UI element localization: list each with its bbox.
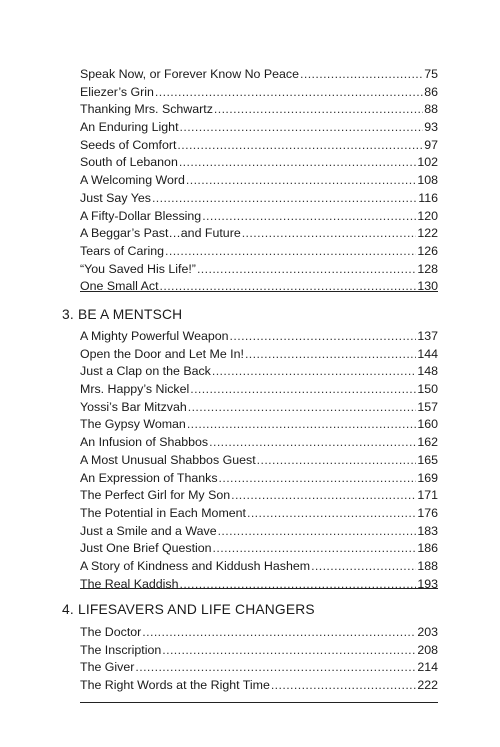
toc-entry — [80, 225, 438, 243]
leader-dots — [209, 434, 416, 452]
entry-title: Just Say Yes — [80, 190, 151, 205]
toc-entry — [80, 505, 438, 523]
entry-title: Just One Brief Question — [80, 541, 212, 556]
entry-page: 171 — [417, 488, 438, 503]
leader-dots — [162, 642, 416, 660]
entry-page: 108 — [417, 173, 438, 188]
entry-page: 169 — [417, 470, 438, 485]
toc-entry — [80, 624, 438, 642]
entry-page: 176 — [417, 505, 438, 520]
entry-title: A Welcoming Word — [80, 173, 185, 188]
leader-dots — [160, 278, 417, 296]
leader-dots — [180, 119, 424, 137]
leader-dots — [230, 328, 417, 346]
entry-page: 75 — [424, 67, 438, 81]
entry-page: 86 — [424, 84, 438, 99]
toc-entry — [80, 452, 438, 470]
entry-title: A Fifty-Dollar Blessing — [80, 208, 202, 223]
leader-dots — [165, 243, 416, 261]
leader-dots — [218, 523, 417, 541]
toc-entry — [80, 576, 438, 594]
section-heading: 3. BE A MENTSCH — [62, 307, 183, 322]
entry-title: “You Saved His Life!” — [80, 261, 196, 276]
entry-page: 93 — [424, 120, 438, 135]
entry-page: 126 — [417, 243, 438, 258]
leader-dots — [135, 659, 416, 677]
entry-title: Yossi’s Bar Mitzvah — [80, 399, 187, 414]
entry-title: A Story of Kindness and Kiddush Hashem — [80, 558, 311, 573]
entry-title: Thanking Mrs. Schwartz — [80, 102, 213, 117]
entry-page: 116 — [418, 190, 438, 205]
toc-entry — [80, 261, 438, 279]
entry-title: Just a Clap on the Back — [80, 364, 211, 379]
entry-title: Seeds of Comfort — [80, 137, 177, 152]
entry-title: A Mighty Powerful Weapon — [80, 329, 229, 343]
entry-page: 160 — [417, 417, 438, 432]
toc-entry — [80, 381, 438, 399]
leader-dots — [179, 154, 416, 172]
entry-title: The Giver — [80, 660, 135, 675]
entry-page: 186 — [417, 541, 438, 556]
leader-dots — [212, 363, 416, 381]
section-divider — [80, 588, 438, 589]
entry-title: An Expression of Thanks — [80, 470, 218, 485]
entry-title: Eliezer’s Grin — [80, 84, 154, 99]
toc-entry — [80, 119, 438, 137]
leader-dots — [186, 172, 416, 190]
entry-page: 102 — [417, 155, 438, 170]
toc-entry — [80, 208, 438, 226]
leader-dots — [152, 190, 417, 208]
entry-title: Speak Now, or Forever Know No Peace — [80, 67, 300, 81]
leader-dots — [142, 624, 416, 642]
entry-page: 137 — [417, 329, 438, 343]
leader-dots — [213, 540, 417, 558]
leader-dots — [311, 558, 416, 576]
toc-entry — [80, 416, 438, 434]
entry-page: 183 — [417, 523, 438, 538]
section-entry-list — [80, 328, 438, 593]
toc-entry — [80, 470, 438, 488]
entry-title: The Doctor — [80, 625, 142, 639]
entry-title: The Gypsy Woman — [80, 417, 186, 432]
leader-dots — [247, 505, 416, 523]
toc-entry — [80, 190, 438, 208]
entry-page: 157 — [417, 399, 438, 414]
entry-page: 222 — [417, 678, 438, 693]
toc-entry — [80, 399, 438, 417]
entry-title: Tears of Caring — [80, 243, 165, 258]
entry-title: The Right Words at the Right Time — [80, 678, 270, 693]
entry-page: 150 — [417, 382, 438, 397]
entry-title: One Small Act — [80, 279, 159, 294]
toc-entry — [80, 523, 438, 541]
entry-page: 214 — [417, 660, 438, 675]
leader-dots — [271, 677, 416, 695]
leader-dots — [187, 416, 416, 434]
entry-title: The Real Kaddish — [80, 576, 179, 591]
entry-page: 162 — [417, 435, 438, 450]
entry-title: The Potential in Each Moment — [80, 505, 246, 520]
leader-dots — [242, 225, 417, 243]
leader-dots — [177, 137, 423, 155]
entry-title: The Inscription — [80, 642, 162, 657]
entry-page: 88 — [424, 102, 438, 117]
entry-title: Mrs. Happy’s Nickel — [80, 382, 190, 397]
entry-page: 120 — [417, 208, 438, 223]
entry-page: 148 — [417, 364, 438, 379]
entry-title: An Enduring Light — [80, 120, 179, 135]
leader-dots — [231, 487, 416, 505]
entry-title: Just a Smile and a Wave — [80, 523, 217, 538]
intro-entry-list — [80, 66, 438, 296]
leader-dots — [214, 101, 423, 119]
entry-page: 165 — [417, 452, 438, 467]
entry-page: 208 — [417, 642, 438, 657]
entry-title: An Infusion of Shabbos — [80, 435, 209, 450]
toc-entry — [80, 642, 438, 660]
leader-dots — [257, 452, 417, 470]
toc-entry — [80, 243, 438, 261]
entry-page: 144 — [417, 346, 438, 361]
toc-entry — [80, 363, 438, 381]
entry-title: A Most Unusual Shabbos Guest — [80, 452, 256, 467]
entry-page: 203 — [417, 625, 438, 639]
entry-title: A Beggar’s Past…and Future — [80, 226, 241, 241]
section-heading: 4. LIFESAVERS AND LIFE CHANGERS — [62, 602, 315, 617]
toc-entry — [80, 659, 438, 677]
section-entry-list — [80, 624, 438, 695]
section-divider — [80, 291, 438, 292]
entry-page: 128 — [417, 261, 438, 276]
leader-dots — [190, 381, 416, 399]
leader-dots — [300, 66, 423, 84]
leader-dots — [245, 346, 416, 364]
leader-dots — [188, 399, 417, 417]
entry-title: Open the Door and Let Me In! — [80, 346, 244, 361]
leader-dots — [219, 470, 417, 488]
toc-entry — [80, 66, 438, 84]
entry-page: 193 — [417, 576, 438, 591]
toc-entry — [80, 84, 438, 102]
entry-page: 188 — [417, 558, 438, 573]
entry-page: 97 — [424, 137, 438, 152]
toc-entry — [80, 558, 438, 576]
toc-entry — [80, 172, 438, 190]
toc-entry — [80, 154, 438, 172]
toc-entry — [80, 677, 438, 695]
section-divider — [80, 702, 438, 703]
entry-page: 130 — [417, 279, 438, 294]
entry-title: South of Lebanon — [80, 155, 178, 170]
entry-title: The Perfect Girl for My Son — [80, 488, 231, 503]
toc-entry — [80, 346, 438, 364]
toc-entry — [80, 278, 438, 296]
toc-entry — [80, 540, 438, 558]
leader-dots — [180, 576, 417, 594]
leader-dots — [155, 84, 423, 102]
leader-dots — [197, 261, 416, 279]
toc-entry — [80, 137, 438, 155]
entry-page: 122 — [417, 226, 438, 241]
toc-entry — [80, 101, 438, 119]
toc-entry — [80, 328, 438, 346]
toc-entry — [80, 487, 438, 505]
leader-dots — [202, 208, 416, 226]
toc-entry — [80, 434, 438, 452]
